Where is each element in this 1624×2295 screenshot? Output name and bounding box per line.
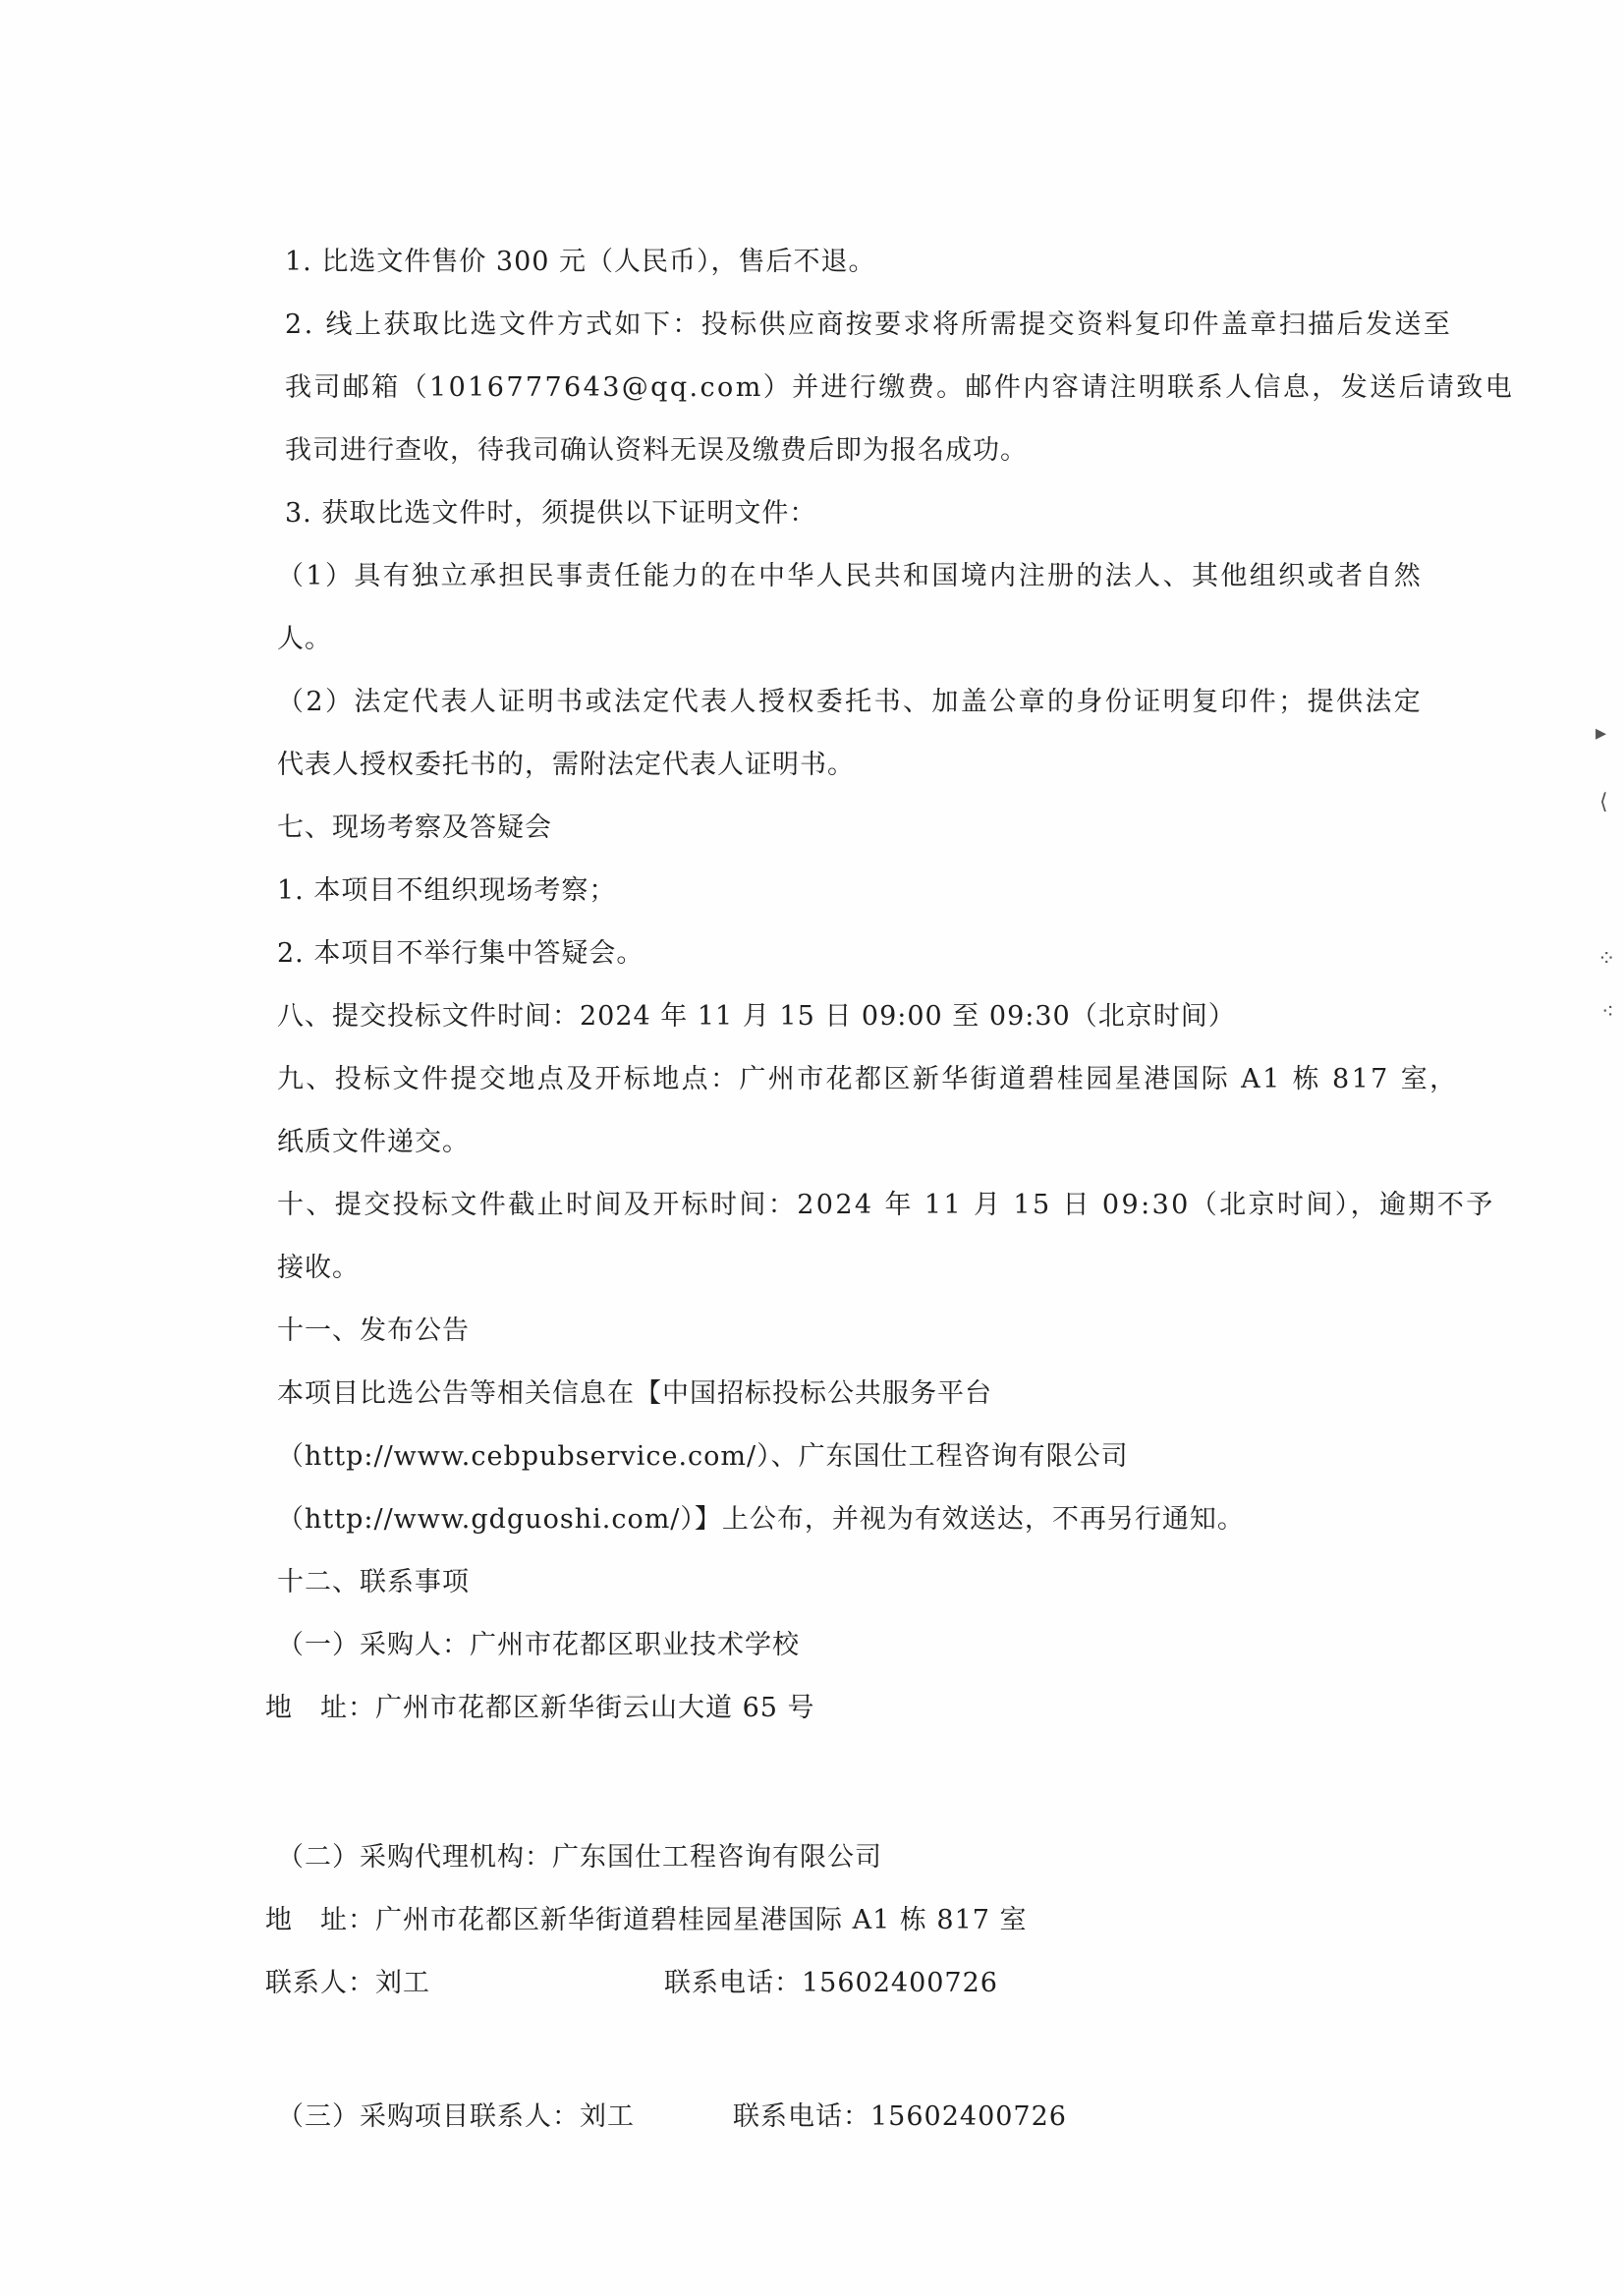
line-requirement-2-cont: 代表人授权委托书的，需附法定代表人证明书。 bbox=[277, 750, 855, 780]
line-paper-submission: 纸质文件递交。 bbox=[277, 1127, 470, 1157]
scan-artifact-mark: ▸ bbox=[1596, 721, 1607, 746]
line-requirement-2: （2）法定代表人证明书或法定代表人授权委托书、加盖公章的身份证明复印件；提供法定 bbox=[277, 687, 1424, 717]
heading-contacts: 十二、联系事项 bbox=[277, 1567, 470, 1597]
agency-contact-phone: 联系电话：15602400726 bbox=[664, 1968, 998, 1998]
agency-contact-person: 联系人：刘工 bbox=[265, 1968, 430, 1998]
line-publish-platform: 本项目比选公告等相关信息在【中国招标投标公共服务平台 bbox=[277, 1378, 992, 1409]
line-deadline-cont: 接收。 bbox=[277, 1253, 360, 1283]
line-agency-address: 地 址：广州市花都区新华街道碧桂园星港国际 A1 栋 817 室 bbox=[265, 1905, 1028, 1935]
heading-deadline: 十、提交投标文件截止时间及开标时间：2024 年 11 月 15 日 09:30（北京时间），逾期不予 bbox=[277, 1190, 1495, 1220]
scan-artifact-mark: ⁖ bbox=[1601, 1000, 1614, 1025]
heading-publish: 十一、发布公告 bbox=[277, 1315, 470, 1346]
line-online-method: 2. 线上获取比选文件方式如下：投标供应商按要求将所需提交资料复印件盖章扫描后发送至 bbox=[285, 309, 1453, 340]
line-no-site-visit: 1. 本项目不组织现场考察； bbox=[277, 875, 617, 906]
line-requirement-1: （1）具有独立承担民事责任能力的在中华人民共和国境内注册的法人、其他组织或者自然 bbox=[277, 561, 1424, 591]
line-no-qa-meeting: 2. 本项目不举行集中答疑会。 bbox=[277, 938, 644, 969]
line-agency: （二）采购代理机构：广东国仕工程咨询有限公司 bbox=[277, 1842, 882, 1873]
heading-submission-place: 九、投标文件提交地点及开标地点：广州市花都区新华街道碧桂园星港国际 A1 栋 817 室， bbox=[277, 1064, 1459, 1094]
line-purchaser-address: 地 址：广州市花都区新华街云山大道 65 号 bbox=[265, 1693, 815, 1723]
line-purchaser: （一）采购人：广州市花都区职业技术学校 bbox=[277, 1630, 800, 1660]
line-sale-price: 1. 比选文件售价 300 元（人民币），售后不退。 bbox=[285, 247, 876, 277]
line-publish-url-2: （http://www.gdguoshi.com/）】上公布，并视为有效送达，不再另行通知。 bbox=[277, 1504, 1245, 1535]
line-email: 我司邮箱（1016777643@qq.com）并进行缴费。邮件内容请注明联系人信息，发送后请致电 bbox=[285, 372, 1515, 403]
line-confirm: 我司进行查收，待我司确认资料无误及缴费后即为报名成功。 bbox=[285, 435, 1028, 466]
project-contact-person: （三）采购项目联系人：刘工 bbox=[277, 2101, 635, 2132]
line-required-docs: 3. 获取比选文件时，须提供以下证明文件： bbox=[285, 498, 817, 529]
heading-site-visit: 七、现场考察及答疑会 bbox=[277, 812, 552, 843]
heading-submission-time: 八、提交投标文件时间：2024 年 11 月 15 日 09:00 至 09:30（北京时间） bbox=[277, 1001, 1236, 1032]
scan-artifact-mark: ⟨ bbox=[1599, 790, 1608, 814]
line-publish-url-1: （http://www.cebpubservice.com/）、广东国仕工程咨询有限公司 bbox=[277, 1441, 1129, 1472]
project-contact-phone: 联系电话：15602400726 bbox=[733, 2101, 1067, 2132]
line-requirement-1-cont: 人。 bbox=[277, 624, 332, 654]
scan-artifact-mark: ⁘ bbox=[1597, 947, 1616, 972]
